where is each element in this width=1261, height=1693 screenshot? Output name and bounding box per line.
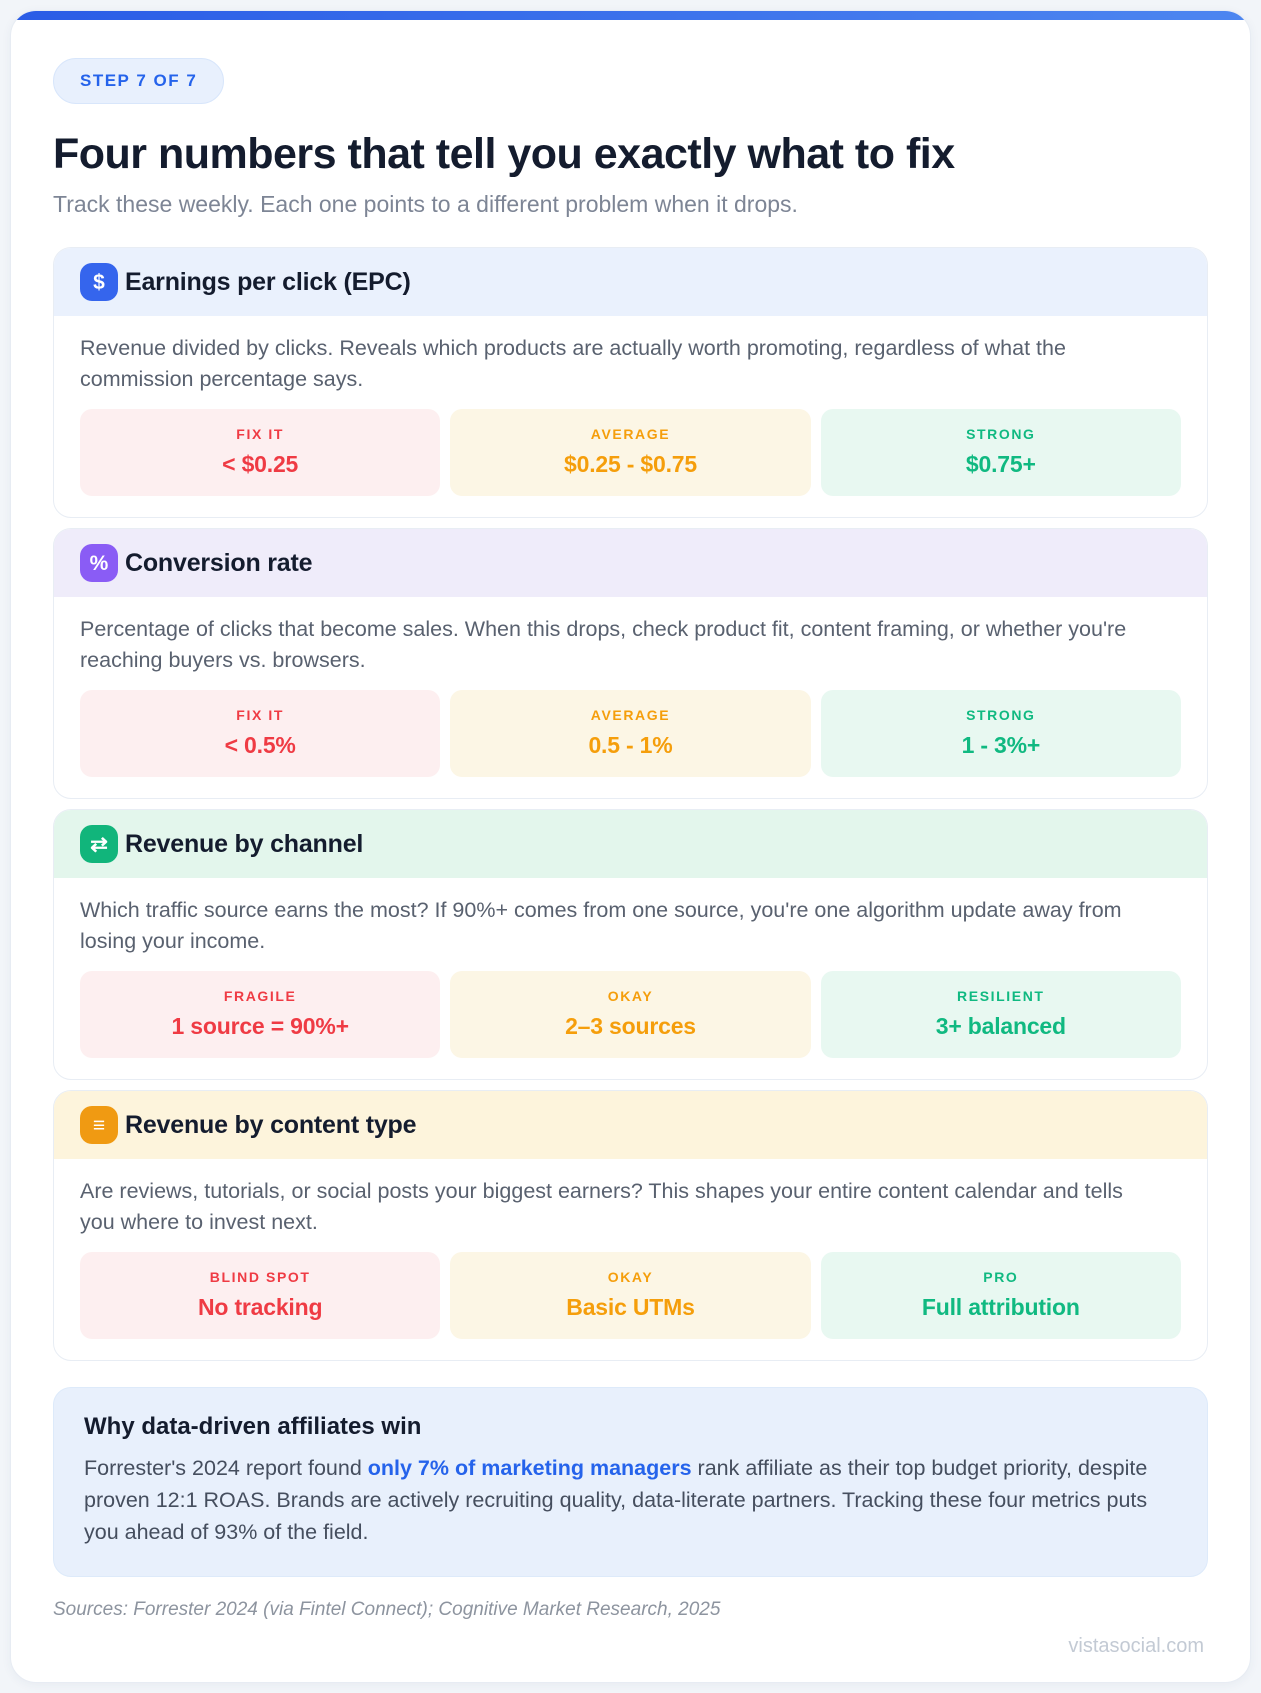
metric-body: [54, 878, 1207, 1079]
tier-pro: [821, 1252, 1181, 1339]
tier-value: No tracking: [198, 1294, 323, 1321]
watermark: vistasocial.com: [1068, 1634, 1204, 1657]
callout-text: [84, 1453, 1174, 1548]
tier-label: AVERAGE: [590, 707, 671, 724]
metric-cards: [53, 247, 1208, 1361]
metric-header: [54, 529, 1207, 597]
tier-average: [450, 409, 810, 496]
page-subtitle: Track these weekly. Each one points to a different problem when it drops.: [53, 191, 798, 218]
callout-text-after: rank affiliate as their top budget priority, despite proven 12:1 ROAS. Brands are actively recruiting quality, data-literate partners. Tracking these four metrics puts you ahead of 93% of the field.: [84, 1456, 1148, 1545]
tier-label: OKAY: [607, 1269, 654, 1286]
metric-card-conversion-rate: [53, 528, 1208, 799]
tier-value: $0.25 - $0.75: [564, 451, 697, 478]
tier-value: Basic UTMs: [566, 1294, 695, 1321]
tier-value: < $0.25: [222, 451, 299, 478]
tier-value: 2–3 sources: [565, 1013, 696, 1040]
percent-icon: %: [80, 544, 118, 582]
tier-okay: [450, 971, 810, 1058]
tier-resilient: [821, 971, 1181, 1058]
metric-description: Percentage of clicks that become sales. When this drops, check product fit, content framing, or whether you're reaching buyers vs. browsers.: [80, 617, 1127, 672]
metric-card-revenue-by-channel: [53, 809, 1208, 1080]
tier-row: [80, 1252, 1181, 1339]
tier-okay: [450, 1252, 810, 1339]
tier-row: [80, 409, 1181, 496]
tier-label: PRO: [983, 1269, 1019, 1286]
metric-card-revenue-by-content-type: [53, 1090, 1208, 1361]
metric-title: Earnings per click (EPC): [125, 267, 411, 296]
tier-fragile: [80, 971, 440, 1058]
metric-description: Revenue divided by clicks. Reveals which products are actually worth promoting, regardless of what the commission percentage says.: [80, 336, 1066, 391]
callout-text-before: Forrester's 2024 report found: [84, 1456, 368, 1481]
tier-value: Full attribution: [921, 1294, 1080, 1321]
list-icon: ≡: [80, 1106, 118, 1144]
content: [11, 20, 1250, 1682]
metric-header: [54, 248, 1207, 316]
tier-label: STRONG: [966, 426, 1036, 443]
sources-line: Sources: Forrester 2024 (via Fintel Connect); Cognitive Market Research, 2025: [53, 1598, 721, 1620]
metric-title: Conversion rate: [125, 548, 313, 577]
tier-fix-it: [80, 409, 440, 496]
metric-body: [54, 316, 1207, 517]
metric-card-epc: [53, 247, 1208, 518]
metric-header: [54, 810, 1207, 878]
tier-label: FRAGILE: [223, 988, 297, 1005]
tier-label: STRONG: [966, 707, 1036, 724]
callout-title: Why data-driven affiliates win: [84, 1413, 422, 1441]
page-title: Four numbers that tell you exactly what to fix: [53, 130, 955, 178]
metric-body: [54, 1159, 1207, 1360]
tier-strong: [821, 409, 1181, 496]
tier-fix-it: [80, 690, 440, 777]
tier-label: AVERAGE: [590, 426, 671, 443]
tier-label: RESILIENT: [957, 988, 1045, 1005]
metric-description: Are reviews, tutorials, or social posts your biggest earners? This shapes your entire content calendar and tells you where to invest next.: [80, 1179, 1123, 1234]
tier-value: $0.75+: [965, 451, 1036, 478]
tier-row: [80, 690, 1181, 777]
metric-header: [54, 1091, 1207, 1159]
exchange-arrows-icon: ⇄: [80, 825, 118, 863]
tier-value: 3+ balanced: [935, 1013, 1066, 1040]
infographic-sheet: [10, 10, 1251, 1683]
tier-value: 0.5 - 1%: [588, 732, 673, 759]
tier-row: [80, 971, 1181, 1058]
tier-label: OKAY: [607, 988, 654, 1005]
metric-title: Revenue by content type: [125, 1110, 417, 1139]
tier-label: FIX IT: [236, 426, 285, 443]
tier-average: [450, 690, 810, 777]
metric-body: [54, 597, 1207, 798]
metric-description: Which traffic source earns the most? If 90%+ comes from one source, you're one algorithm update away from losing your income.: [80, 898, 1122, 953]
tier-strong: [821, 690, 1181, 777]
callout-why-data-driven: [53, 1387, 1208, 1576]
step-badge: STEP 7 OF 7: [53, 58, 224, 104]
tier-value: 1 source = 90%+: [171, 1013, 349, 1040]
tier-label: BLIND SPOT: [209, 1269, 311, 1286]
metric-title: Revenue by channel: [125, 829, 364, 858]
tier-value: < 0.5%: [224, 732, 296, 759]
tier-value: 1 - 3%+: [961, 732, 1041, 759]
tier-label: FIX IT: [236, 707, 285, 724]
callout-highlight: only 7% of marketing managers: [367, 1456, 692, 1481]
dollar-icon: $: [80, 263, 118, 301]
top-accent-bar: [11, 11, 1250, 20]
tier-blind-spot: [80, 1252, 440, 1339]
